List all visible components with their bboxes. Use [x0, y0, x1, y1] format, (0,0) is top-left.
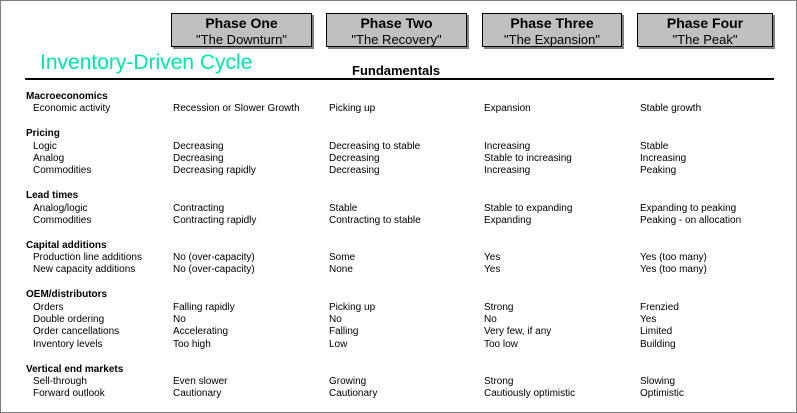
- table-row: [26, 339, 770, 351]
- phase-one-cell: Even slower: [173, 375, 228, 387]
- phase-one-cell: Falling rapidly: [173, 301, 235, 313]
- phase-three-cell: Strong: [484, 301, 514, 313]
- table-row: [26, 103, 770, 115]
- phase-four-cell: Stable: [640, 140, 669, 152]
- row-label: Logic: [33, 140, 57, 152]
- phase-four-cell: Frenzied: [640, 301, 679, 313]
- row-label: Commodities: [33, 165, 92, 177]
- phase-four-cell: Slowing: [640, 375, 676, 387]
- fundamentals-table: [26, 91, 770, 401]
- phase-two-cell: No: [329, 314, 342, 326]
- phase-one-cell: Accelerating: [173, 326, 229, 338]
- phase-two-cell: Cautionary: [329, 388, 378, 400]
- phase-one-cell: Decreasing: [173, 152, 224, 164]
- category-row: [26, 128, 770, 140]
- table-row: [26, 165, 770, 177]
- phase-two-cell: Decreasing to stable: [329, 140, 421, 152]
- phase-one-cell: Decreasing: [173, 140, 224, 152]
- table-row: [26, 302, 770, 314]
- phase-three-cell: Increasing: [484, 140, 531, 152]
- phase-name: Phase One: [205, 15, 278, 31]
- table-row: [26, 215, 770, 227]
- phase-nickname: "The Recovery": [351, 32, 442, 47]
- phase-two-cell: Picking up: [329, 103, 376, 115]
- phase-three-cell: Too low: [484, 338, 518, 350]
- table-row: [26, 326, 770, 338]
- phase-three-cell: Strong: [484, 375, 514, 387]
- row-label: Inventory levels: [33, 338, 103, 350]
- phase-three-cell: Very few, if any: [484, 326, 552, 338]
- phase-four-cell: Building: [640, 338, 676, 350]
- row-label: Commodities: [33, 214, 92, 226]
- phase-three-cell: Increasing: [484, 165, 531, 177]
- table-row: [26, 264, 770, 276]
- phase-nickname: "The Downturn": [196, 32, 287, 47]
- phase-nickname: "The Expansion": [504, 32, 600, 47]
- row-label: Forward outlook: [33, 388, 105, 400]
- section-subtitle: Fundamentals: [352, 63, 441, 78]
- phase-one-cell: Decreasing rapidly: [173, 165, 256, 177]
- row-label: Economic activity: [33, 103, 111, 115]
- phase-one-cell: No (over-capacity): [173, 252, 255, 264]
- phase-three-cell: Stable to expanding: [484, 202, 573, 214]
- phase-four-cell: Stable growth: [640, 103, 702, 115]
- phase-four-cell: Increasing: [640, 152, 687, 164]
- category-label: Pricing: [26, 128, 60, 140]
- phase-two-cell: Low: [329, 338, 348, 350]
- row-label: Orders: [33, 301, 64, 313]
- category-label: Capital additions: [26, 239, 107, 251]
- phase-one-cell: No (over-capacity): [173, 264, 255, 276]
- phase-one-cell: Recession or Slower Growth: [173, 103, 300, 115]
- phase-name: Phase Three: [510, 15, 594, 31]
- category-label: OEM/distributors: [26, 289, 108, 301]
- phase-four-cell: Peaking: [640, 165, 677, 177]
- phase-three-cell: Expanding: [484, 214, 532, 226]
- phase-nickname: "The Peak": [672, 32, 738, 47]
- category-label: Vertical end markets: [26, 363, 124, 375]
- row-label: Double ordering: [33, 314, 105, 326]
- category-row: [26, 240, 770, 252]
- phase-three-cell: Expansion: [484, 103, 531, 115]
- table-row: [26, 388, 770, 400]
- phase-one-cell: Contracting rapidly: [173, 214, 257, 226]
- table-row: [26, 314, 770, 326]
- row-label: Analog/logic: [33, 202, 88, 214]
- phase-name: Phase Four: [666, 15, 744, 31]
- category-row: [26, 91, 770, 103]
- phase-four-cell: Limited: [640, 326, 673, 338]
- table-row: [26, 376, 770, 388]
- phase-two-cell: Falling: [329, 326, 359, 338]
- phase-two-cell: Picking up: [329, 301, 376, 313]
- phase-four-cell: Optimistic: [640, 388, 684, 400]
- phase-four-cell: Expanding to peaking: [640, 202, 737, 214]
- table-row: [26, 203, 770, 215]
- header-divider: [25, 78, 774, 80]
- phase-one-cell: Cautionary: [173, 388, 222, 400]
- phase-two-cell: Decreasing: [329, 165, 380, 177]
- category-label: Lead times: [26, 190, 79, 202]
- category-row: [26, 289, 770, 301]
- phase-name: Phase Two: [360, 15, 433, 31]
- row-label: Production line additions: [33, 252, 142, 264]
- table-row: [26, 141, 770, 153]
- phase-two-header: [326, 13, 467, 47]
- phase-four-cell: Yes (too many): [640, 252, 707, 264]
- phase-two-cell: Stable: [329, 202, 358, 214]
- row-label: Order cancellations: [33, 326, 120, 338]
- page-title: Inventory-Driven Cycle: [40, 51, 253, 74]
- category-row: [26, 364, 770, 376]
- table-row: [26, 153, 770, 165]
- phase-three-cell: Yes: [484, 252, 501, 264]
- table-row: [26, 252, 770, 264]
- category-label: Macroeconomics: [26, 91, 108, 102]
- phase-three-header: [482, 13, 622, 47]
- phase-one-header: [171, 13, 312, 47]
- phase-two-cell: Some: [329, 252, 356, 264]
- phase-four-cell: Yes: [640, 314, 657, 326]
- phase-three-cell: Cautiously optimistic: [484, 388, 576, 400]
- category-row: [26, 190, 770, 202]
- phase-two-cell: Decreasing: [329, 152, 380, 164]
- phase-one-cell: Too high: [173, 338, 211, 350]
- phase-four-cell: Peaking - on allocation: [640, 214, 742, 226]
- phase-four-header: [637, 13, 773, 47]
- phase-one-cell: Contracting: [173, 202, 225, 214]
- phase-three-cell: Stable to increasing: [484, 152, 572, 164]
- phase-one-cell: No: [173, 314, 186, 326]
- phase-two-cell: Contracting to stable: [329, 214, 421, 226]
- row-label: New capacity additions: [33, 264, 136, 276]
- phase-four-cell: Yes (too many): [640, 264, 707, 276]
- phase-two-cell: None: [329, 264, 353, 276]
- phase-two-cell: Growing: [329, 375, 367, 387]
- row-label: Analog: [33, 152, 65, 164]
- phase-three-cell: Yes: [484, 264, 501, 276]
- row-label: Sell-through: [33, 375, 87, 387]
- phase-three-cell: No: [484, 314, 497, 326]
